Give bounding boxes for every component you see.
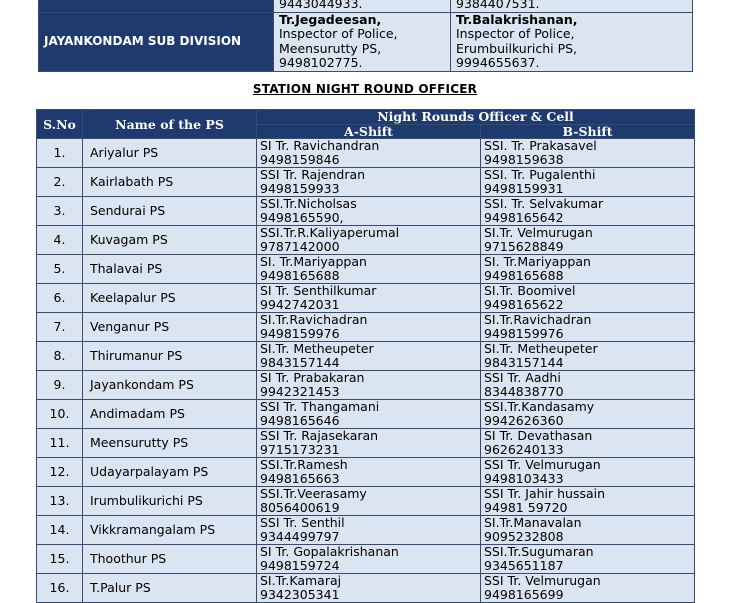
ps-name-text: Irumbulikurichi PS — [90, 493, 203, 508]
row-ps-name — [83, 516, 257, 545]
row-sno — [37, 371, 83, 400]
a-officer-phone: 9942321453 — [260, 384, 340, 399]
a-officer-name: SI.Tr. Metheupeter — [260, 341, 374, 356]
row-sno — [37, 342, 83, 371]
sno-text: 13. — [49, 493, 70, 508]
b-officer-name: SSI Tr. Jahir hussain — [484, 486, 606, 501]
a-officer-name: SI Tr. Gopalakrishanan — [260, 544, 399, 559]
row-b-shift-officer — [481, 458, 695, 487]
table-row — [37, 313, 695, 342]
row-a-shift-officer — [257, 226, 481, 255]
sno-text: 7. — [53, 319, 66, 334]
ps-name-text: Thoothur PS — [90, 551, 167, 566]
ps-name-text: Andimadam PS — [90, 406, 185, 421]
sno-text: 4. — [53, 232, 66, 247]
b-officer-name: SSI Tr. Velmurugan — [484, 457, 601, 472]
header-ps-name: Name of the PS — [83, 110, 257, 139]
table-row — [37, 400, 695, 429]
row-ps-name — [83, 255, 257, 284]
top-row-a — [274, 0, 451, 12]
row-ps-name — [83, 342, 257, 371]
row-b-shift-officer — [481, 313, 695, 342]
row-a-shift-officer — [257, 313, 481, 342]
ps-name-text: T.Palur PS — [90, 580, 151, 595]
row-sno — [37, 226, 83, 255]
a-officer-name: SSI Tr. Senthil — [260, 515, 345, 530]
table-row — [37, 458, 695, 487]
b-officer-phone: 94981 59720 — [484, 500, 568, 515]
b-officer-phone: 9498165688 — [484, 268, 564, 283]
a-officer-phone: 9498165646 — [260, 413, 340, 428]
b-officer-name: SSI Tr. Velmurugan — [484, 573, 601, 588]
row-sno — [37, 487, 83, 516]
a-officer-phone: 9942742031 — [260, 297, 340, 312]
top-row-partial — [39, 0, 693, 12]
row-ps-name — [83, 545, 257, 574]
a-officer-phone: 9344499797 — [260, 529, 340, 544]
header-b-shift: B-Shift — [481, 124, 695, 139]
a-officer-name: SI Tr. Ravichandran — [260, 138, 380, 153]
table-row — [37, 139, 695, 168]
row-ps-name — [83, 458, 257, 487]
officer-a-phone: 9498102775. — [279, 55, 363, 70]
top-row-b — [451, 0, 693, 12]
sno-text: 11. — [49, 435, 70, 450]
b-officer-name: SSI. Tr. Pugalenthi — [484, 167, 596, 182]
top-officer-b — [451, 12, 693, 71]
a-officer-name: SSI.Tr.Nicholsas — [260, 196, 357, 211]
b-officer-phone: 9942626360 — [484, 413, 564, 428]
ps-name-text: Keelapalur PS — [90, 290, 176, 305]
a-officer-phone: 9498165590, — [260, 210, 344, 225]
row-ps-name — [83, 313, 257, 342]
table-row — [37, 342, 695, 371]
officer-a-designation: Inspector of Police, — [279, 26, 398, 41]
a-officer-phone: 9498165663 — [260, 471, 340, 486]
top-officer-a — [274, 12, 451, 71]
row-b-shift-officer — [481, 487, 695, 516]
ps-name-text: Meensurutty PS — [90, 435, 189, 450]
a-officer-name: SSI.Tr.Ramesh — [260, 457, 348, 472]
a-officer-name: SI Tr. Prabakaran — [260, 370, 365, 385]
sno-text: 10. — [49, 406, 70, 421]
header-night-rounds: Night Rounds Officer & Cell — [257, 110, 695, 125]
row-ps-name — [83, 371, 257, 400]
b-officer-name: SI. Tr.Mariyappan — [484, 254, 591, 269]
row-a-shift-officer — [257, 197, 481, 226]
row-a-shift-officer — [257, 574, 481, 603]
table-row — [37, 226, 695, 255]
a-officer-phone: 9342305341 — [260, 587, 340, 602]
ps-name-text: Kairlabath PS — [90, 174, 174, 189]
a-officer-phone: 9498159976 — [260, 326, 340, 341]
b-officer-name: SI.Tr. Velmurugan — [484, 225, 593, 240]
sno-text: 6. — [53, 290, 66, 305]
row-sno — [37, 516, 83, 545]
row-ps-name — [83, 284, 257, 313]
table-row — [37, 574, 695, 603]
row-sno — [37, 545, 83, 574]
a-officer-name: SSI Tr. Rajendran — [260, 167, 366, 182]
row-a-shift-officer — [257, 342, 481, 371]
top-row-jayankondam — [39, 12, 693, 71]
b-officer-name: SI.Tr. Metheupeter — [484, 341, 598, 356]
header-sno: S.No — [37, 110, 83, 139]
row-b-shift-officer — [481, 574, 695, 603]
row-sno — [37, 139, 83, 168]
b-officer-phone: 9095232808 — [484, 529, 564, 544]
row-ps-name — [83, 574, 257, 603]
table-row — [37, 168, 695, 197]
a-officer-name: SI.Tr.Kamaraj — [260, 573, 342, 588]
row-b-shift-officer — [481, 226, 695, 255]
row-b-shift-officer — [481, 516, 695, 545]
officer-b-designation: Inspector of Police, — [456, 26, 575, 41]
row-b-shift-officer — [481, 255, 695, 284]
a-officer-name: SSI.Tr.R.Kaliyaperumal — [260, 225, 400, 240]
b-officer-name: SI Tr. Devathasan — [484, 428, 593, 443]
b-officer-name: SSI. Tr. Prakasavel — [484, 138, 597, 153]
row-ps-name — [83, 197, 257, 226]
sno-text: 16. — [49, 580, 70, 595]
b-officer-name: SI.Tr.Ravichadran — [484, 312, 592, 327]
row-ps-name — [83, 429, 257, 458]
b-officer-phone: 8344838770 — [484, 384, 564, 399]
table-row — [37, 255, 695, 284]
row-ps-name — [83, 139, 257, 168]
row-ps-name — [83, 226, 257, 255]
sno-text: 1. — [53, 145, 66, 160]
table-row — [37, 371, 695, 400]
ps-name-text: Sendurai PS — [90, 203, 166, 218]
ps-name-text: Thirumanur PS — [90, 348, 183, 363]
b-officer-name: SSI. Tr. Selvakumar — [484, 196, 604, 211]
sno-text: 5. — [53, 261, 66, 276]
row-sno — [37, 197, 83, 226]
b-officer-phone: 9498103433 — [484, 471, 564, 486]
row-b-shift-officer — [481, 545, 695, 574]
b-officer-phone: 9626240133 — [484, 442, 564, 457]
row-a-shift-officer — [257, 516, 481, 545]
a-officer-name: SSI Tr. Thangamani — [260, 399, 380, 414]
table-row — [37, 197, 695, 226]
a-officer-phone: 9843157144 — [260, 355, 340, 370]
sno-text: 2. — [53, 174, 66, 189]
a-officer-phone: 9498159724 — [260, 558, 340, 573]
row-b-shift-officer — [481, 429, 695, 458]
row-a-shift-officer — [257, 545, 481, 574]
sno-text: 3. — [53, 203, 66, 218]
row-sno — [37, 458, 83, 487]
b-officer-phone: 9843157144 — [484, 355, 564, 370]
ps-name-text: Vikkramangalam PS — [90, 522, 216, 537]
sno-text: 14. — [49, 522, 70, 537]
ps-name-text: Udayarpalayam PS — [90, 464, 209, 479]
row-a-shift-officer — [257, 400, 481, 429]
top-officer-table — [38, 0, 693, 72]
b-officer-name: SSI Tr. Aadhi — [484, 370, 561, 385]
row-b-shift-officer — [481, 139, 695, 168]
b-officer-phone: 9498159931 — [484, 181, 564, 196]
row-ps-name — [83, 487, 257, 516]
b-officer-phone: 9345651187 — [484, 558, 564, 573]
a-officer-name: SSI Tr. Rajasekaran — [260, 428, 379, 443]
night-round-table — [36, 109, 695, 603]
officer-a-name: Tr.Jegadeesan, — [279, 11, 382, 27]
officer-b-phone: 9994655637. — [456, 55, 540, 70]
b-officer-name: SI.Tr.Manavalan — [484, 515, 582, 530]
ps-name-text: Ariyalur PS — [90, 145, 159, 160]
a-officer-phone: 9498165688 — [260, 268, 340, 283]
top-a-phone: 9443044933. — [279, 0, 363, 11]
row-a-shift-officer — [257, 284, 481, 313]
row-b-shift-officer — [481, 284, 695, 313]
b-officer-phone: 9498159638 — [484, 152, 564, 167]
sno-text: 9. — [53, 377, 66, 392]
sno-text: 15. — [49, 551, 70, 566]
row-b-shift-officer — [481, 400, 695, 429]
row-sno — [37, 255, 83, 284]
header-a-shift: A-Shift — [257, 124, 481, 139]
officer-b-station: Erumbuilkurichi PS, — [456, 40, 578, 56]
b-officer-phone: 9715628849 — [484, 239, 564, 254]
ps-name-text: Thalavai PS — [90, 261, 163, 276]
b-officer-phone: 9498165699 — [484, 587, 564, 602]
row-sno — [37, 284, 83, 313]
sno-text: 8. — [53, 348, 66, 363]
a-officer-phone: 9498159846 — [260, 152, 340, 167]
row-ps-name — [83, 400, 257, 429]
row-a-shift-officer — [257, 371, 481, 400]
top-b-phone: 9384407531. — [456, 0, 540, 11]
row-sno — [37, 429, 83, 458]
row-sno — [37, 168, 83, 197]
officer-a-station: Meensurutty PS, — [279, 40, 382, 56]
officer-b-name: Tr.Balakrishanan, — [456, 11, 578, 27]
row-a-shift-officer — [257, 429, 481, 458]
a-officer-name: SSI.Tr.Veerasamy — [260, 486, 367, 501]
subdivision-label: JAYANKONDAM SUB DIVISION — [39, 12, 274, 71]
row-b-shift-officer — [481, 197, 695, 226]
a-officer-name: SI Tr. Senthilkumar — [260, 283, 377, 298]
top-row-label — [39, 0, 274, 12]
b-officer-name: SSI.Tr.Sugumaran — [484, 544, 594, 559]
section-heading: STATION NIGHT ROUND OFFICER — [252, 82, 478, 96]
b-officer-phone: 9498159976 — [484, 326, 564, 341]
row-a-shift-officer — [257, 487, 481, 516]
a-officer-phone: 9498159933 — [260, 181, 340, 196]
row-a-shift-officer — [257, 168, 481, 197]
row-b-shift-officer — [481, 342, 695, 371]
a-officer-name: SI. Tr.Mariyappan — [260, 254, 367, 269]
b-officer-name: SI.Tr. Boomivel — [484, 283, 576, 298]
row-b-shift-officer — [481, 168, 695, 197]
table-row — [37, 516, 695, 545]
row-sno — [37, 400, 83, 429]
row-a-shift-officer — [257, 458, 481, 487]
b-officer-phone: 9498165622 — [484, 297, 564, 312]
row-sno — [37, 313, 83, 342]
table-row — [37, 545, 695, 574]
b-officer-name: SSI.Tr.Kandasamy — [484, 399, 595, 414]
row-ps-name — [83, 168, 257, 197]
b-officer-phone: 9498165642 — [484, 210, 564, 225]
table-row — [37, 284, 695, 313]
table-row — [37, 487, 695, 516]
a-officer-phone: 8056400619 — [260, 500, 340, 515]
row-b-shift-officer — [481, 371, 695, 400]
row-sno — [37, 574, 83, 603]
a-officer-phone: 9715173231 — [260, 442, 340, 457]
row-a-shift-officer — [257, 139, 481, 168]
row-a-shift-officer — [257, 255, 481, 284]
ps-name-text: Kuvagam PS — [90, 232, 168, 247]
a-officer-phone: 9787142000 — [260, 239, 340, 254]
table-row — [37, 429, 695, 458]
ps-name-text: Jayankondam PS — [90, 377, 194, 392]
sno-text: 12. — [49, 464, 70, 479]
a-officer-name: SI.Tr.Ravichadran — [260, 312, 368, 327]
ps-name-text: Venganur PS — [90, 319, 170, 334]
